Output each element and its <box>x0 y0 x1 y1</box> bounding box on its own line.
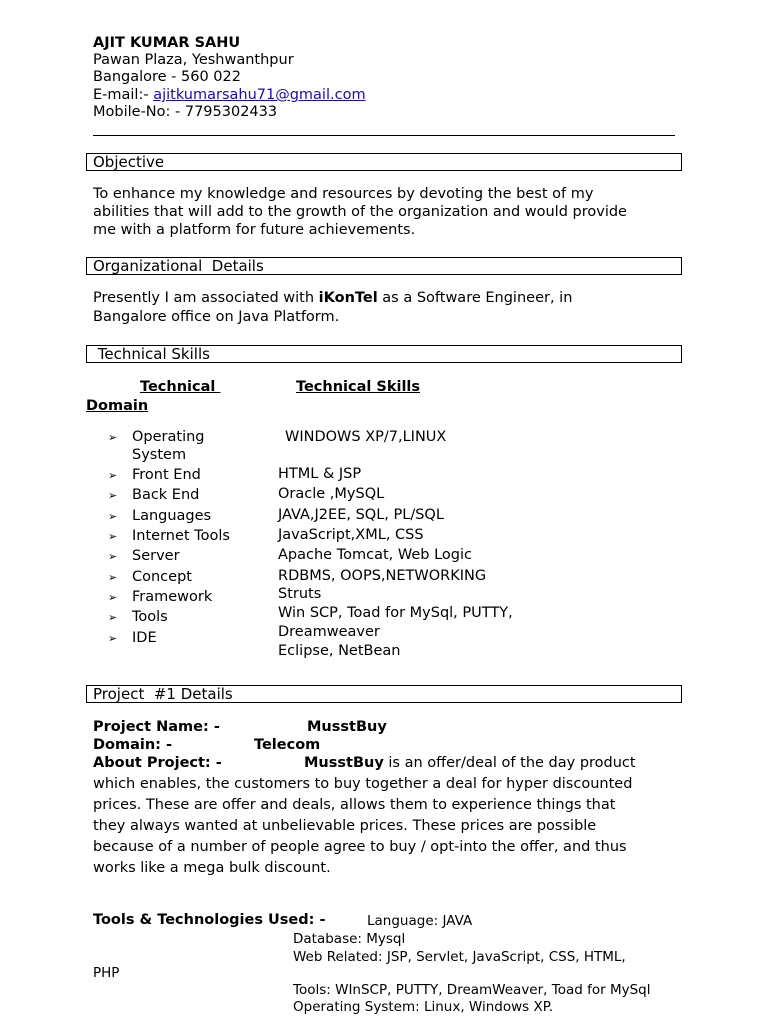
bullet-icon: ➢ <box>108 571 118 584</box>
about-line: which enables, the customers to buy together a deal for hyper discounted <box>93 776 633 792</box>
objective-line-3: me with a platform for future achievements. <box>93 222 416 238</box>
skill-value: HTML & JSP <box>278 466 362 482</box>
bullet-icon: ➢ <box>108 489 118 502</box>
bullet-icon: ➢ <box>108 550 118 563</box>
org-text-pre: Presently I am associated with <box>93 290 319 306</box>
bullet-icon: ➢ <box>108 632 118 645</box>
skill-label: Internet Tools <box>132 528 230 544</box>
skills-heading-box <box>86 345 682 363</box>
skill-value: WINDOWS XP/7,LINUX <box>285 429 447 445</box>
skill-label: Back End <box>132 487 200 503</box>
objective-heading-box <box>86 153 682 171</box>
bullet-icon: ➢ <box>108 431 118 444</box>
project-name-value: MusstBuy <box>307 719 387 735</box>
tools-label: Tools & Technologies Used: - <box>93 912 326 928</box>
skill-value: Dreamweaver <box>278 624 380 640</box>
skill-label: System <box>132 447 187 463</box>
objective-heading: Objective <box>93 153 165 171</box>
address-line-1: Pawan Plaza, Yeshwanthpur <box>93 52 294 68</box>
about-line: works like a mega bulk discount. <box>93 860 331 876</box>
bullet-icon: ➢ <box>108 591 118 604</box>
objective-line-2: abilities that will add to the growth of the organization and would provide <box>93 204 627 220</box>
tools-web: Web Related: JSP, Servlet, JavaScript, CSS, HTML, <box>293 949 626 965</box>
tools-language: Language: JAVA <box>367 913 473 929</box>
about-line-1-rest: is an offer/deal of the day product <box>383 755 636 771</box>
domain-value: Telecom <box>254 737 321 753</box>
domain-col-header-b: Domain <box>86 398 149 414</box>
skill-value: Eclipse, NetBean <box>278 643 401 659</box>
company-name: iKonTel <box>318 290 378 306</box>
bullet-icon: ➢ <box>108 611 118 624</box>
mobile-line: Mobile-No: - 7795302433 <box>93 104 278 120</box>
about-label: About Project: - <box>93 755 222 771</box>
skill-value: JAVA,J2EE, SQL, PL/SQL <box>278 507 444 523</box>
skill-label: Operating <box>132 429 205 445</box>
about-line: they always wanted at unbelievable prices. These prices are possible <box>93 818 597 834</box>
objective-line-1: To enhance my knowledge and resources by devoting the best of my <box>93 186 594 202</box>
bullet-icon: ➢ <box>108 469 118 482</box>
skill-label: Concept <box>132 569 192 585</box>
address-line-2: Bangalore - 560 022 <box>93 69 241 85</box>
tools-database: Database: Mysql <box>293 931 406 947</box>
org-line-1 <box>93 290 572 306</box>
skill-label: Languages <box>132 508 212 524</box>
skill-value: Apache Tomcat, Web Logic <box>278 547 472 563</box>
tools-php: PHP <box>93 965 120 981</box>
applicant-name: AJIT KUMAR SAHU <box>93 35 241 51</box>
about-line: because of a number of people agree to buy / opt-into the offer, and thus <box>93 839 627 855</box>
email-label: E-mail:- <box>93 87 154 103</box>
skill-value: RDBMS, OOPS,NETWORKING <box>278 568 487 584</box>
project-heading: Project #1 Details <box>93 685 233 703</box>
domain-col-header-a: Technical <box>140 379 221 395</box>
skill-label: Framework <box>132 589 213 605</box>
project-name-label: Project Name: - <box>93 719 220 735</box>
skill-value: JavaScript,XML, CSS <box>278 527 424 543</box>
skill-label: Front End <box>132 467 201 483</box>
about-line: prices. These are offer and deals, allows them to experience things that <box>93 797 616 813</box>
email-link[interactable]: ajitkumarsahu71@gmail.com <box>153 87 366 103</box>
about-line-1 <box>304 755 636 771</box>
bullet-icon: ➢ <box>108 530 118 543</box>
org-heading: Organizational Details <box>93 257 264 275</box>
skill-label: IDE <box>132 630 157 646</box>
org-line-2: Bangalore office on Java Platform. <box>93 309 340 325</box>
org-heading-box <box>86 257 682 275</box>
about-project-name: MusstBuy <box>304 755 384 771</box>
org-text-post: as a Software Engineer, in <box>377 290 573 306</box>
skill-label: Tools <box>132 609 168 625</box>
skill-label: Server <box>132 548 180 564</box>
bullet-icon: ➢ <box>108 510 118 523</box>
skill-value: Win SCP, Toad for MySql, PUTTY, <box>278 605 513 621</box>
domain-label: Domain: - <box>93 737 173 753</box>
project-heading-box <box>86 685 682 703</box>
skills-col-header: Technical Skills <box>296 379 421 395</box>
tools-os: Operating System: Linux, Windows XP. <box>293 999 554 1015</box>
tools-tools: Tools: WInSCP, PUTTY, DreamWeaver, Toad for MySql <box>293 982 651 998</box>
header-divider <box>93 135 675 136</box>
email-line <box>93 87 366 103</box>
skill-value: Oracle ,MySQL <box>278 486 385 502</box>
skill-value: Struts <box>278 586 322 602</box>
skills-heading: Technical Skills <box>93 345 210 363</box>
